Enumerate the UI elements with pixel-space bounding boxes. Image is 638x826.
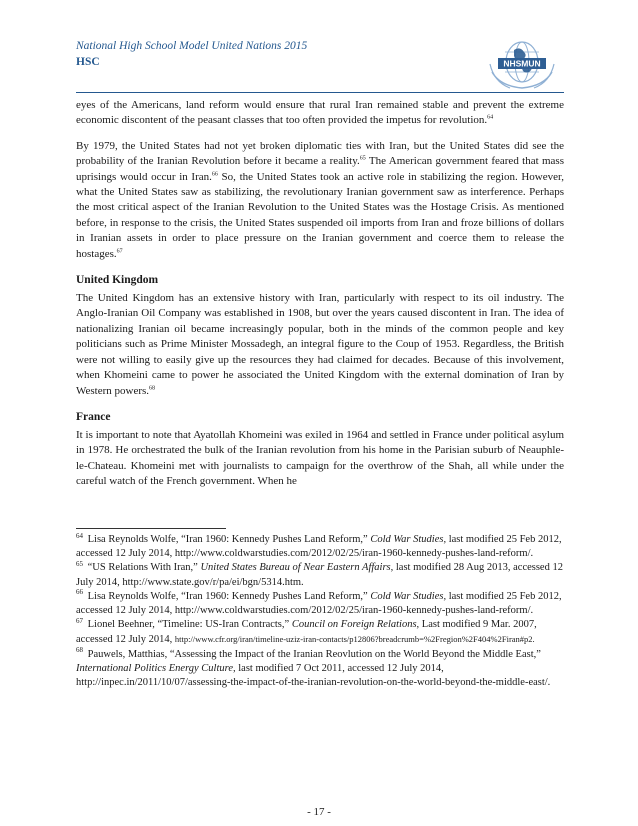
footnote-ref-67[interactable]: 67: [116, 248, 123, 254]
footnote-66: $^{66}$ Lisa Reynolds Wolfe, “Iran 1960: Kennedy Pushes Land Reform,” Cold War Studies, last modified 25 Feb 2012, accessed 12 July 2014, http://www.coldwarstudies.com/2012/02/25/iran-1960-kennedy-pushes-land-reform/.: [76, 588, 562, 617]
footnote-64: $^{64}$ Lisa Reynolds Wolfe, “Iran 1960: Kennedy Pushes Land Reform,” Cold War Studies, last modified 25 Feb 2012, accessed 12 July 2014, http://www.coldwarstudies.com/2012/02/25/iran-1960-kennedy-pushes-land-reform/.: [76, 531, 562, 560]
paragraph-united-kingdom: The United Kingdom has an extensive history with Iran, particularly with respect to its oil industry. The Anglo-Iranian Oil Company was established in 1908, but over the years caused discontent in Iran. The idea of nationalizing Iranian oil became increasingly popular, both in the minds of the common people and key politicians such as Prime Minister Mossadegh, an integral figure to the Coup of 1953. Regardless, the British were not willing to easily give up the resources they had claimed for decades. Because of this involvement, when Khomeini came to power he associated the United Kingdom with the external domination of Iran by Western powers.$^{68}$: [76, 292, 564, 397]
nhsmun-logo: [488, 28, 556, 98]
page-header: [76, 38, 556, 88]
footnote-ref-68[interactable]: 68: [149, 384, 156, 391]
footnote-67: $^{67}$ Lionel Beehner, “Timeline: US-Iran Contracts,” Council on Foreign Relations, Last modified 9 Mar. 2007, accessed 12 July 2014, http://www.cfr.org/iran/timeline-uziz-iran-contacts/p12806?breadcrumb=%2Fregion%2F404%2Firan#p2.: [76, 616, 537, 646]
footnote-68: $^{68}$ Pauwels, Matthias, “Assessing the Impact of the Iranian Reovlution on the World Beyond the Middle East,” International Politics Energy Culture, last modified 7 Oct 2011, accessed 12 July 2014, http://inpec.in/2011/10/07/assessing-the-impact-of-the-iranian-revolution-on-the-world-beyond-the-middle-east/.: [76, 646, 551, 689]
header-rule: [76, 92, 564, 93]
header-title: National High School Model United Nations 2015: [76, 40, 308, 52]
footnote-65: $^{65}$ “US Relations With Iran,” United States Bureau of Near Eastern Affairs, last modified 28 Aug 2013, accessed 12 July 2014, http://www.state.gov/r/pa/ei/bgn/5314.htm.: [76, 559, 563, 588]
page-number: - 17 -: [307, 806, 331, 818]
paragraph-united-states: By 1979, the United States had not yet broken diplomatic ties with Iran, but the United States did see the probability of the Iranian Revolution before it became a reality.$^{65}$ The American government feared that mass uprisings would occur in Iran.$^{66}$ So, the United States took an active role in stabilizing the region. However, what the United States saw as stabilizing, the revolutionary Iranian government saw as interference. Perhaps the most critical aspect of the Iranian Revolution to the United States was the Hostage Crisis. As mentioned before, in response to the crisis, the United States suspended oil imports from Iran and froze billions of dollars in Iranian assets in order to place pressure on the Iranian government and coerce them to release the hostages.$^{67}$: [76, 139, 564, 260]
body-content: [76, 98, 564, 500]
paragraph-france: It is important to note that Ayatollah Khomeini was exiled in 1964 and settled in France under political asylum in 1978. He orchestrated the bulk of the Iranian revolution from his home in the Parisian suburb of Neauphle-le-Chateau. Khomeini met with journalists to campaign for the overthrow of the Shah, all while under the careful watch of the French government. When he: [76, 428, 564, 488]
paragraph-land-reform: eyes of the Americans, land reform would ensure that rural Iran remained stable and prevent the extreme economic discontent of the peasant classes that too often provided the impetus for revolution.$^{64}$: [76, 99, 564, 127]
footnote-ref-65[interactable]: 65: [359, 155, 366, 162]
heading-united-kingdom: United Kingdom: [76, 274, 159, 287]
heading-france: France: [76, 410, 111, 423]
footnotes: [76, 533, 564, 690]
footnote-ref-66[interactable]: 66: [211, 170, 218, 177]
footnote-separator: [76, 528, 226, 529]
footnote-67-link[interactable]: http://www.cfr.org/iran/timeline-uziz-iran-contacts/p12806?breadcrumb=%2Fregion%2F404%2Firan#p2.: [174, 634, 535, 645]
svg-text:NHSMUN: NHSMUN: [503, 58, 541, 69]
committee-label: HSC: [76, 56, 100, 68]
footnote-ref-64[interactable]: 64: [487, 114, 494, 121]
